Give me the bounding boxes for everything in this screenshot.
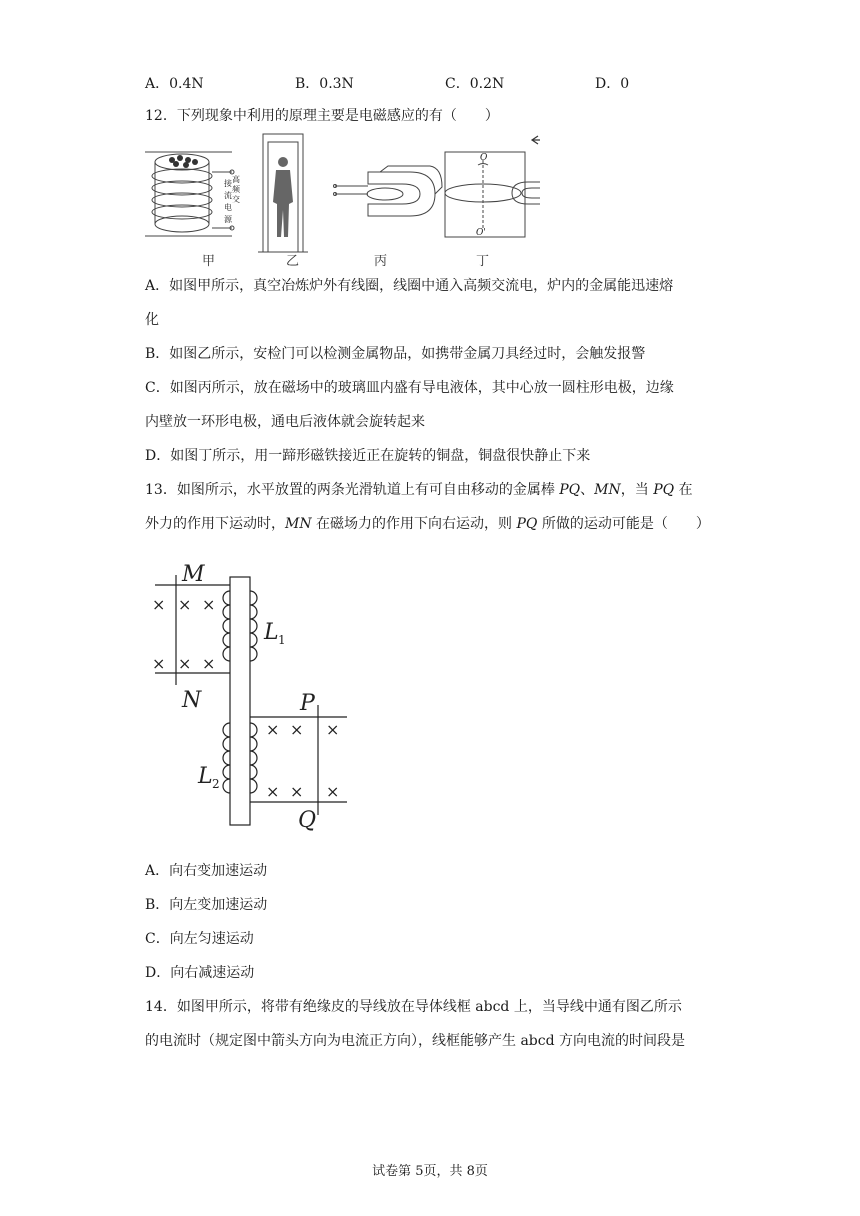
jia-side-char-1: 高 xyxy=(232,175,240,184)
magnet-dish-figure xyxy=(334,166,443,216)
cross-mark: × xyxy=(178,595,192,614)
cross-mark: × xyxy=(326,782,340,801)
page-footer: 试卷第 5页，共 8页 xyxy=(372,1164,488,1179)
cross-mark: × xyxy=(202,654,216,673)
caption-jia: 甲 xyxy=(202,254,216,269)
q14-stem-line2: 的电流时（规定图中箭头方向为电流正方向），线框能够产生 abcd 方向电流的时间段是 xyxy=(145,1033,686,1049)
q12-option-d: D．如图丁所示，用一蹄形磁铁接近正在旋转的铜盘，铜盘很快静止下来 xyxy=(145,448,591,464)
jia-side-char-0: 接 xyxy=(224,179,232,188)
q13-stem-line2: 外力的作用下运动时，MN 在磁场力的作用下向右运动，则 PQ 所做的运动可能是（ ） xyxy=(145,516,710,532)
label-l1: L xyxy=(264,620,279,645)
copper-disc-figure xyxy=(445,152,540,237)
caption-yi: 乙 xyxy=(286,254,300,269)
q12-option-c: C．如图丙所示，放在磁场中的玻璃皿内盛有导电液体，其中心放一圆柱形电极，边缘 xyxy=(145,380,674,396)
q11-option-a: A．0.4N xyxy=(145,76,204,92)
q13-stem-line1: 13．如图所示，水平放置的两条光滑轨道上有可自由移动的金属棒 PQ、MN，当 PQ 在 xyxy=(145,482,693,498)
label-n: N xyxy=(182,688,202,713)
label-p: P xyxy=(300,691,315,716)
jia-side-char-6: 源 xyxy=(224,215,232,224)
q11-option-d: D．0 xyxy=(595,76,630,92)
coil-l1 xyxy=(250,591,257,661)
cross-mark: × xyxy=(152,595,166,614)
cross-mark: × xyxy=(290,782,304,801)
q12-figures xyxy=(140,132,540,267)
cross-mark: × xyxy=(152,654,166,673)
q12-stem: 12．下列现象中利用的原理主要是电磁感应的有（ ） xyxy=(145,108,499,124)
label-l2-subscript: 2 xyxy=(212,777,220,791)
label-m: M xyxy=(182,562,205,587)
label-l1-subscript: 1 xyxy=(278,633,286,647)
caption-bing: 丙 xyxy=(374,254,388,269)
jia-side-char-4: 流 xyxy=(224,191,232,200)
q12-option-c-cont: 内壁放一环形电极，通电后液体就会旋转起来 xyxy=(145,414,425,430)
cross-mark: × xyxy=(202,595,216,614)
label-q: Q xyxy=(298,808,317,833)
q13-option-c: C．向左匀速运动 xyxy=(145,931,254,947)
furnace-metal xyxy=(169,155,198,168)
cross-mark: × xyxy=(266,720,280,739)
iron-core xyxy=(230,577,250,825)
ding-label-top: O xyxy=(480,153,488,163)
cross-mark: × xyxy=(326,720,340,739)
q11-option-c: C．0.2N xyxy=(445,76,505,92)
cross-mark: × xyxy=(290,720,304,739)
q11-option-b: B．0.3N xyxy=(295,76,354,92)
q14-stem-line1: 14．如图甲所示，将带有绝缘皮的导线放在导体线框 abcd 上，当导线中通有图乙所示 xyxy=(145,999,682,1015)
q13-figure xyxy=(140,555,365,835)
coil-l2 xyxy=(223,723,230,793)
q13-option-d: D．向右减速运动 xyxy=(145,965,255,981)
cross-mark: × xyxy=(266,782,280,801)
jia-side-char-2: 频 xyxy=(232,185,240,194)
person-silhouette xyxy=(273,157,293,237)
caption-ding: 丁 xyxy=(476,254,490,269)
q13-option-a: A．向右变加速运动 xyxy=(145,863,268,879)
q12-option-a-cont: 化 xyxy=(145,312,159,328)
q13-option-b: B．向左变加速运动 xyxy=(145,897,268,913)
label-l2: L xyxy=(198,764,213,789)
furnace-figure xyxy=(145,152,234,236)
q12-option-a: A．如图甲所示，真空冶炼炉外有线圈，线圈中通入高频交流电，炉内的金属能迅速熔 xyxy=(145,278,674,294)
jia-side-char-5: 电 xyxy=(224,203,232,212)
cross-mark: × xyxy=(178,654,192,673)
ding-label-bottom: O' xyxy=(476,228,486,238)
jia-side-char-3: 交 xyxy=(232,195,240,204)
q12-option-b: B．如图乙所示，安检门可以检测金属物品，如携带金属刀具经过时，会触发报警 xyxy=(145,346,646,362)
arrow-left-icon xyxy=(532,136,540,144)
